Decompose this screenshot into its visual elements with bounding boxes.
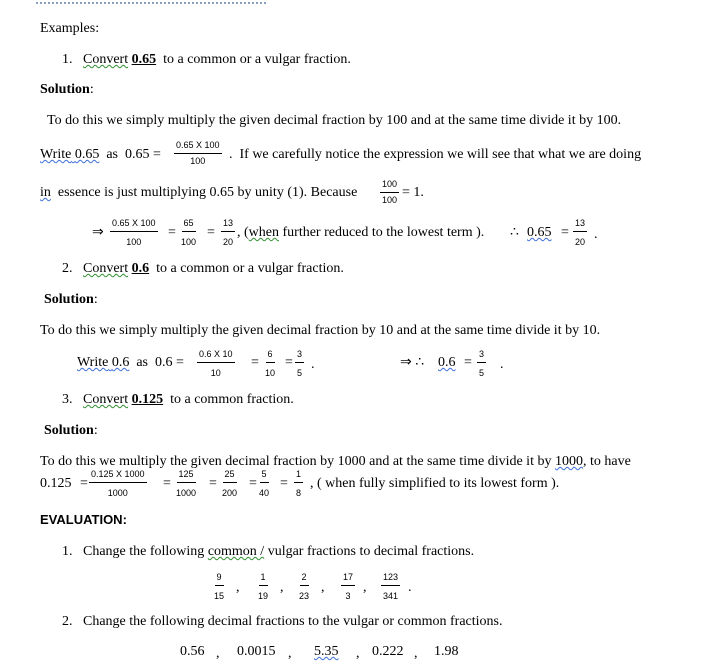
fraction-25-over-200: $\frac{25}{200}$: [222, 469, 238, 498]
write-word: Write 0.65: [40, 147, 100, 162]
fraction-06x10-over-10: $\frac{0.6 X 10}{10}$: [199, 349, 233, 378]
example-1-convert: Convert: [83, 52, 129, 67]
fraction-3-over-5-result: $\frac{3}{5}$: [479, 349, 485, 378]
therefore-sign: ∴: [510, 225, 519, 240]
question-2: 2. Change the following decimal fractions to the vulgar or common fractions.: [62, 614, 503, 629]
example-2: 2. Convert 0.6 to a common or a vulgar fraction.: [62, 261, 344, 276]
implies-arrow: ⇒: [92, 225, 104, 240]
solution-1-label: Solution:: [40, 82, 94, 97]
equals-sign: =: [464, 355, 472, 370]
equals-sign: =: [163, 476, 171, 491]
equals-sign: =: [249, 476, 257, 491]
equals-sign: =: [280, 476, 288, 491]
further-reduced-text: , (when further reduced to the lowest term ).: [237, 225, 485, 240]
equals-sign: =: [209, 476, 217, 491]
evaluation-decimal: 5.35: [314, 644, 339, 659]
separator: ,: [280, 580, 284, 595]
fraction-1-over-8: $\frac{1}{8}$: [296, 469, 302, 498]
fraction-125-over-1000: $\frac{125}{1000}$: [176, 469, 197, 498]
separator: .: [408, 580, 412, 595]
equals-sign: =: [561, 225, 569, 240]
fraction-5-over-40: $\frac{5}{40}$: [259, 469, 270, 498]
example-1-value: 0.65: [131, 52, 157, 67]
equals-sign: =: [285, 355, 293, 370]
fraction-13-over-20-result: $\frac{13}{20}$: [575, 218, 586, 247]
evaluation-decimal: 0.0015: [237, 644, 276, 659]
equals-sign: =: [251, 355, 259, 370]
essence-text: essence is just multiplying 0.65 by unity (1). Because: [57, 185, 358, 200]
equals-sign: =: [207, 225, 215, 240]
period: .: [311, 357, 315, 372]
fraction-065x100-over-100: $\frac{0.65 X 100}{100}$: [176, 140, 220, 166]
result-value: 0.65: [527, 225, 552, 240]
separator: ,: [363, 580, 367, 595]
separator: ,: [414, 646, 418, 661]
solution-1-careful: . If we carefully notice the expression we will see that what we are doing: [229, 147, 642, 162]
question-1: 1. Change the following common / vulgar fractions to decimal fractions.: [62, 544, 475, 559]
solution-1-intro: To do this we simply multiply the given decimal fraction by 100 and at the same time divide it by 100.: [47, 113, 622, 128]
example-3: 3. Convert 0.125 to a common fraction.: [62, 392, 294, 407]
fraction-13-over-20: $\frac{13}{20}$: [223, 218, 234, 247]
solution-2-intro: To do this we simply multiply the given decimal fraction by 10 and at the same time divide it by 10.: [40, 323, 601, 338]
evaluation-decimal: 0.56: [180, 644, 205, 659]
evaluation-heading: EVALUATION:: [40, 512, 127, 527]
examples-heading: Examples:: [40, 21, 100, 36]
example-1-number: 1.: [62, 52, 73, 67]
equals-sign: =: [168, 225, 176, 240]
fraction-65-over-100: $\frac{65}{100}$: [181, 218, 197, 247]
example-3-value: 0.125: [131, 392, 164, 407]
evaluation-fraction: $\frac{9}{15}$: [214, 572, 225, 601]
separator: ,: [356, 646, 360, 661]
solution-1-essence-line: [40, 185, 357, 201]
evaluation-fraction: $\frac{123}{341}$: [383, 572, 399, 601]
evaluation-fraction: $\frac{17}{3}$: [343, 572, 354, 601]
fraction-100-over-100: $\frac{100}{100}$: [382, 179, 398, 205]
fraction-065x100-over-100-b: $\frac{0.65 X 100}{100}$: [112, 218, 156, 247]
evaluation-decimal: 1.98: [434, 644, 459, 659]
equals-one: = 1.: [402, 185, 424, 200]
separator: ,: [321, 580, 325, 595]
evaluation-fraction: $\frac{2}{23}$: [299, 572, 310, 601]
solution-3-label: Solution:: [44, 423, 98, 438]
equals-sign: =: [80, 476, 88, 491]
example-1-text: to a common or a vulgar fraction.: [163, 52, 351, 67]
example-1: [62, 52, 351, 68]
period: .: [594, 227, 598, 242]
implies-therefore: ⇒ ∴: [400, 355, 425, 370]
page-top-border: [36, 2, 266, 4]
result-value-2: 0.6: [438, 355, 456, 370]
equation-left: 0.65 =: [124, 147, 161, 162]
solution-2-write-line: Write 0.6 as 0.6 =: [77, 355, 184, 370]
evaluation-fraction: $\frac{1}{19}$: [258, 572, 269, 601]
as-word: as: [106, 147, 118, 162]
fraction-0125x1000-over-1000: $\frac{0.125 X 1000}{1000}$: [91, 469, 145, 498]
separator: ,: [236, 580, 240, 595]
period: .: [500, 357, 504, 372]
separator: ,: [288, 646, 292, 661]
solution-2-label: Solution:: [44, 292, 98, 307]
example-2-value: 0.6: [131, 261, 150, 276]
separator: ,: [216, 646, 220, 661]
solution-3-intro: To do this we multiply the given decimal fraction by 1000 and at the same time divide it by 1000, to have: [40, 454, 631, 469]
solution-1-write-line: [40, 147, 161, 163]
fraction-3-over-5: $\frac{3}{5}$: [297, 349, 303, 378]
solution-3-tail: , ( when fully simplified to its lowest form ).: [310, 476, 560, 491]
evaluation-decimal: 0.222: [372, 644, 404, 659]
solution-3-lhs: 0.125: [40, 476, 72, 491]
in-word: in: [40, 185, 51, 200]
fraction-6-over-10: $\frac{6}{10}$: [265, 349, 276, 378]
